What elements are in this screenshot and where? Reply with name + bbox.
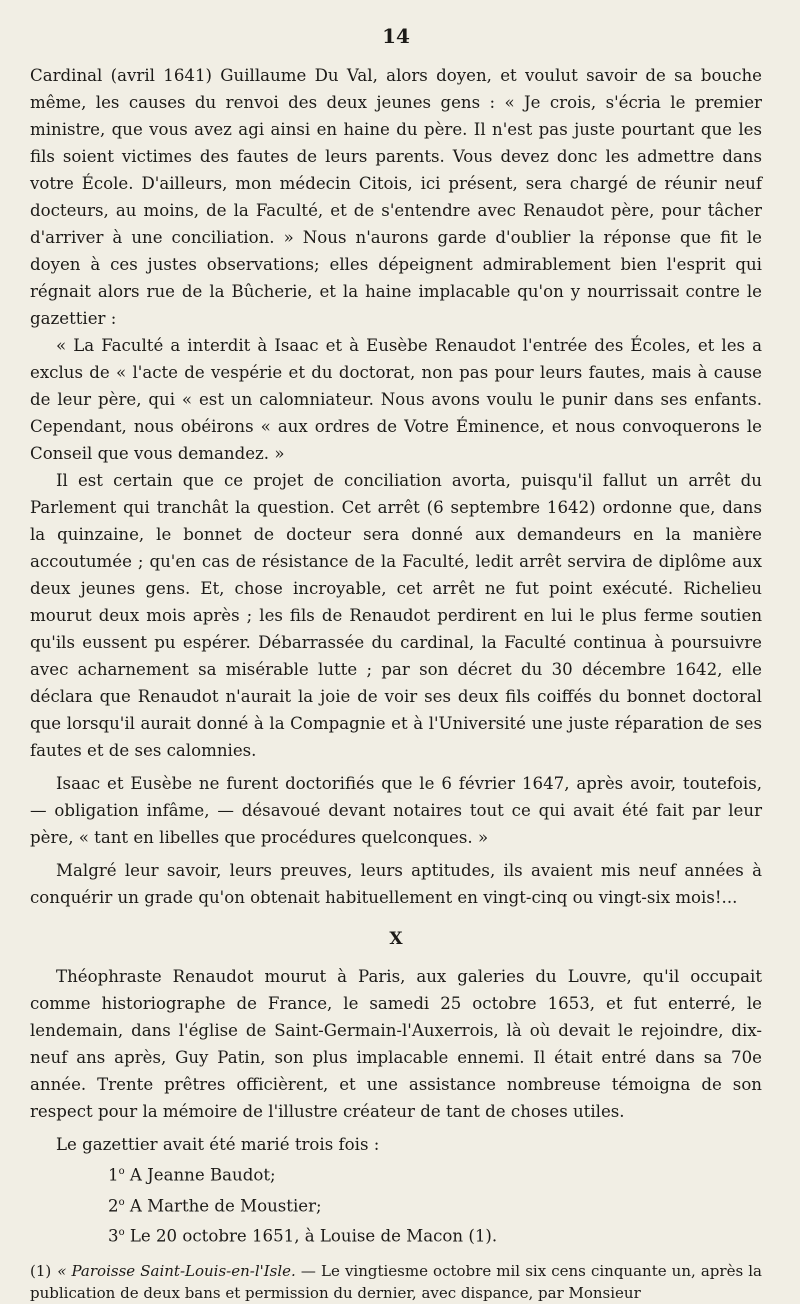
section-heading: X [389,929,403,949]
paragraph-1: Cardinal (avril 1641) Guillaume Du Val, alors doyen, et voulut savoir de sa bouche même, les causes du renvoi des deux jeunes gens : « Je crois, s'écria le premier ministre, que vous avez agi ainsi en haine du père. Il n'est pas juste pourtant que les fils soient victimes des fautes de leurs parents. Vous devez donc les admettre dans votre École. D'ailleurs, mon médecin Citois, ici présent, sera chargé de réunir neuf docteurs, au moins, de la Faculté, et de s'entendre avec Renaudot père, pour tâcher d'arriver à une conciliation. » Nous n'aurons garde d'oublier la réponse que fit le doyen à ces justes observations; elles dépeignent admirablement bien l'esprit qui régnait alors rue de la Bûcherie, et la haine implacable qu'on y nourrissait contre le gazettier : [30,66,762,328]
marriage-list [30,1158,762,1250]
list-item: 1$^o$ A Jeanne Baudot; [108,1165,276,1185]
paragraph-3: Isaac et Eusèbe ne furent doctorifiés que le 6 février 1647, après avoir, toutefois, — obligation infâme, — désavoué devant notaires tout ce qui avait été fait par leur père, « tant en libelles que procédures quelconques. » [30,774,762,847]
paragraph-6: Le gazettier avait été marié trois fois : [56,1135,380,1154]
paragraph-5: Théophraste Renaudot mourut à Paris, aux galeries du Louvre, qu'il occupait comme historiographe de France, le samedi 25 octobre 1653, et fut enterré, le lendemain, dans l'église de Saint-Germain-l'Auxerrois, là où devait le rejoindre, dix-neuf ans après, Guy Patin, son plus implacable ennemi. Il était entré dans sa 70e année. Trente prêtres officièrent, et une assistance nombreuse témoigna de son respect pour la mémoire de l'illustre créateur de tant de choses utiles. [30,967,762,1121]
paragraph-4: Malgré leur savoir, leurs preuves, leurs aptitudes, ils avaient mis neuf années à conquérir un grade qu'on obtenait habituellement en vingt-cinq ou vingt-six mois!... [30,861,762,907]
paragraph-2: Il est certain que ce projet de conciliation avorta, puisqu'il fallut un arrêt du Parlement qui tranchât la question. Cet arrêt (6 septembre 1642) ordonne que, dans la quinzaine, le bonnet de docteur sera donné aux demandeurs en la manière accoutumée ; qu'en cas de résistance de la Faculté, ledit arrêt servira de diplôme aux deux jeunes gens. Et, chose incroyable, cet arrêt ne fut point exécuté. Richelieu mourut deux mois après ; les fils de Renaudot perdirent en lui le plus ferme soutien qu'ils eussent pu espérer. Débarrassée du cardinal, la Faculté continua à poursuivre avec acharnement sa misérable lutte ; par son décret du 30 décembre 1642, elle déclara que Renaudot n'aurait la joie de voir ses deux fils coiffés du bonnet doctoral que lorsqu'il aurait donné à la Compagnie et à l'Université une juste réparation de ses fautes et de ses calomnies. [30,471,762,760]
footnote-lead: « Paroisse Saint-Louis-en-l'Isle. [57,1261,296,1280]
list-item: 3$^o$ Le 20 octobre 1651, à Louise de Macon (1). [108,1226,498,1246]
footnote-text: — Le vingtiesme octobre mil six cens cinquante un, après la publication de deux bans et permission du dernier, avec dispance, par Monsieur [30,1261,762,1302]
quoted-reply: « La Faculté a interdit à Isaac et à Eusèbe Renaudot l'entrée des Écoles, et les a exclus de « l'acte de vespérie et du doctorat, non pas pour leurs fautes, mais à cause de leur père, qui « est un calomniateur. Nous avons voulu le punir dans ses enfants. Cependant, nous obéirons « aux ordres de Votre Éminence, et nous convoquerons le Conseil que vous demandez. » [30,336,762,463]
footnote-marker: (1) [30,1261,52,1280]
list-item: 2$^o$ A Marthe de Moustier; [108,1196,322,1216]
page-number: 14 [382,24,410,48]
footnote [30,1260,762,1304]
